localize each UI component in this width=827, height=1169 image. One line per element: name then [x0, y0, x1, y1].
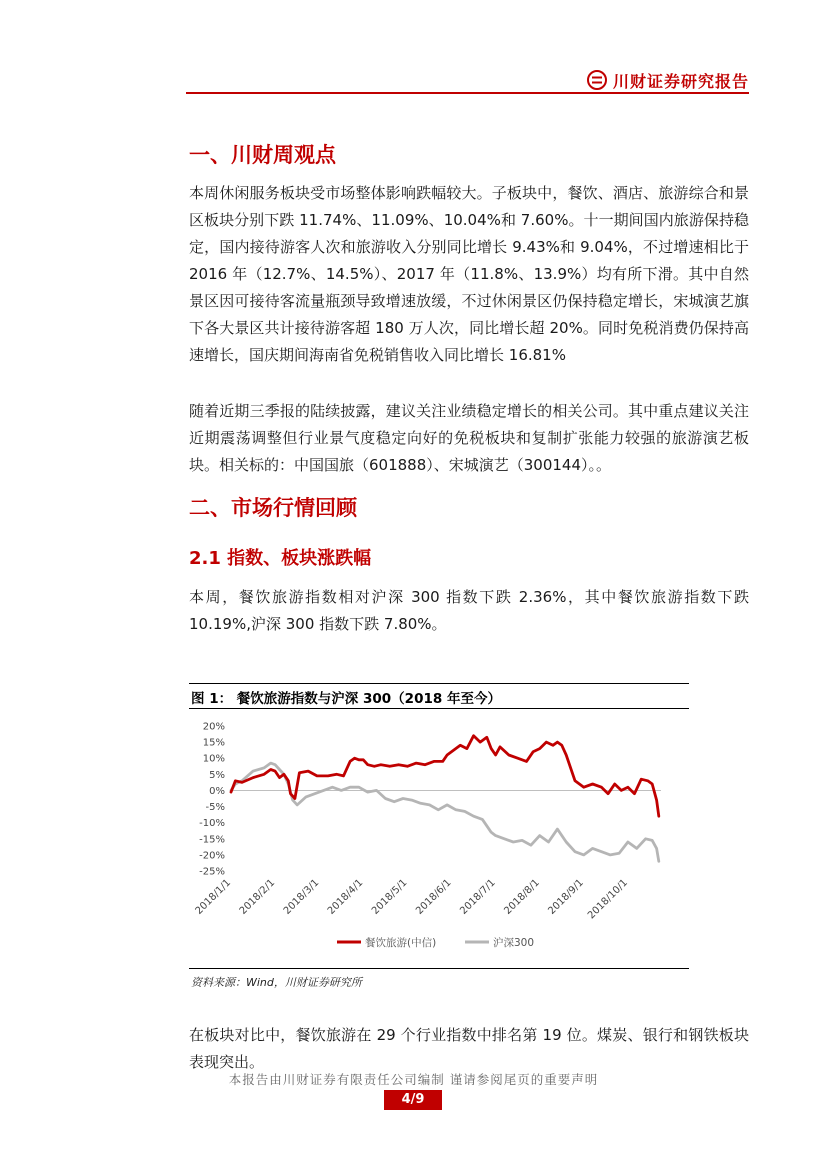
series-line-hs300: [231, 763, 659, 861]
y-tick-label: -5%: [205, 802, 225, 814]
x-tick-label: 2018/1/1: [193, 877, 234, 917]
y-tick-label: -15%: [199, 834, 225, 846]
section-1-paragraph-1: 本周休闲服务板块受市场整体影响跌幅较大。子板块中，餐饮、酒店、旅游综合和景区板块分别下跌 11.74%、11.09%、10.04%和 7.60%。十一期间国内旅游保持稳定，国内接待游客人次和旅游收入分别同比增长 9.43%和 9.04%，不过增速相比于 2016 年（12.7%、14.5%）、2017 年（11.8%、13.9%）均有所下滑。其中自然景区因可接待客流量瓶颈导致增速放缓，不过休闲景区仍保持稳定增长，宋城演艺旗下各大景区共计接待游客超 180 万人次，同比增长超 20%。同时免税消费仍保持高速增长，国庆期间海南省免税销售收入同比增长 16.81%: [189, 184, 749, 364]
chart-legend: [337, 936, 534, 949]
y-axis-labels: [199, 722, 225, 878]
figure-title: 图 1： 餐饮旅游指数与沪深 300（2018 年至今）: [191, 691, 501, 707]
series-lines: [231, 736, 659, 862]
figure-title-rule: [189, 708, 689, 709]
brand-logo-icon: [587, 70, 607, 90]
legend-label: 沪深300: [493, 937, 535, 949]
x-tick-label: 2018/9/1: [546, 877, 586, 917]
x-tick-label: 2018/5/1: [369, 877, 410, 917]
section-2-paragraph-2: 在板块对比中，餐饮旅游在 29 个行业指数中排名第 19 位。煤炭、银行和钢铁板块表现突出。: [189, 1026, 749, 1071]
subsection-2-1-title: 2.1 指数、板块涨跌幅: [189, 548, 372, 569]
x-tick-label: 2018/8/1: [502, 877, 542, 917]
x-tick-label: 2018/7/1: [458, 877, 498, 917]
x-tick-label: 2018/4/1: [325, 877, 366, 917]
section-2-paragraph-1: 本周，餐饮旅游指数相对沪深 300 指数下跌 2.36%，其中餐饮旅游指数下跌 10.19%,沪深 300 指数下跌 7.80%。: [189, 588, 749, 633]
x-tick-label: 2018/2/1: [237, 877, 278, 917]
page-number: 4/9: [384, 1090, 442, 1110]
brand-name: 川财证券研究报告: [612, 71, 749, 91]
header-divider: [186, 92, 749, 94]
section-1-title: 一、川财周观点: [189, 143, 336, 167]
figure-1-chart: [189, 710, 689, 965]
y-tick-label: -25%: [199, 866, 225, 878]
section-2-title: 二、市场行情回顾: [189, 496, 357, 520]
footer-disclaimer: 本报告由川财证券有限责任公司编制 谨请参阅尾页的重要声明: [228, 1072, 599, 1087]
y-tick-label: 15%: [202, 737, 225, 749]
y-tick-label: -10%: [199, 818, 225, 830]
y-tick-label: 0%: [209, 785, 225, 797]
y-tick-label: 10%: [202, 753, 225, 765]
y-tick-label: 20%: [202, 721, 225, 733]
figure-source: 资料来源：Wind，川财证券研究所: [191, 976, 362, 989]
y-tick-label: 5%: [209, 769, 225, 781]
x-tick-label: 2018/10/1: [586, 877, 631, 922]
figure-top-rule: [189, 683, 689, 684]
x-tick-label: 2018/6/1: [414, 877, 454, 917]
brand-header: [587, 68, 749, 92]
figure-bottom-rule: [189, 968, 689, 969]
x-axis-labels: [194, 877, 630, 921]
y-tick-label: -20%: [199, 850, 225, 862]
section-1-paragraph-2: 随着近期三季报的陆续披露，建议关注业绩稳定增长的相关公司。其中重点建议关注近期震荡调整但行业景气度稳定向好的免税板块和复制扩张能力较强的旅游演艺板块。相关标的：中国国旅（601888）、宋城演艺（300144）。。: [189, 402, 749, 474]
x-tick-label: 2018/3/1: [281, 877, 322, 917]
legend-label: 餐饮旅游(中信): [365, 937, 437, 949]
